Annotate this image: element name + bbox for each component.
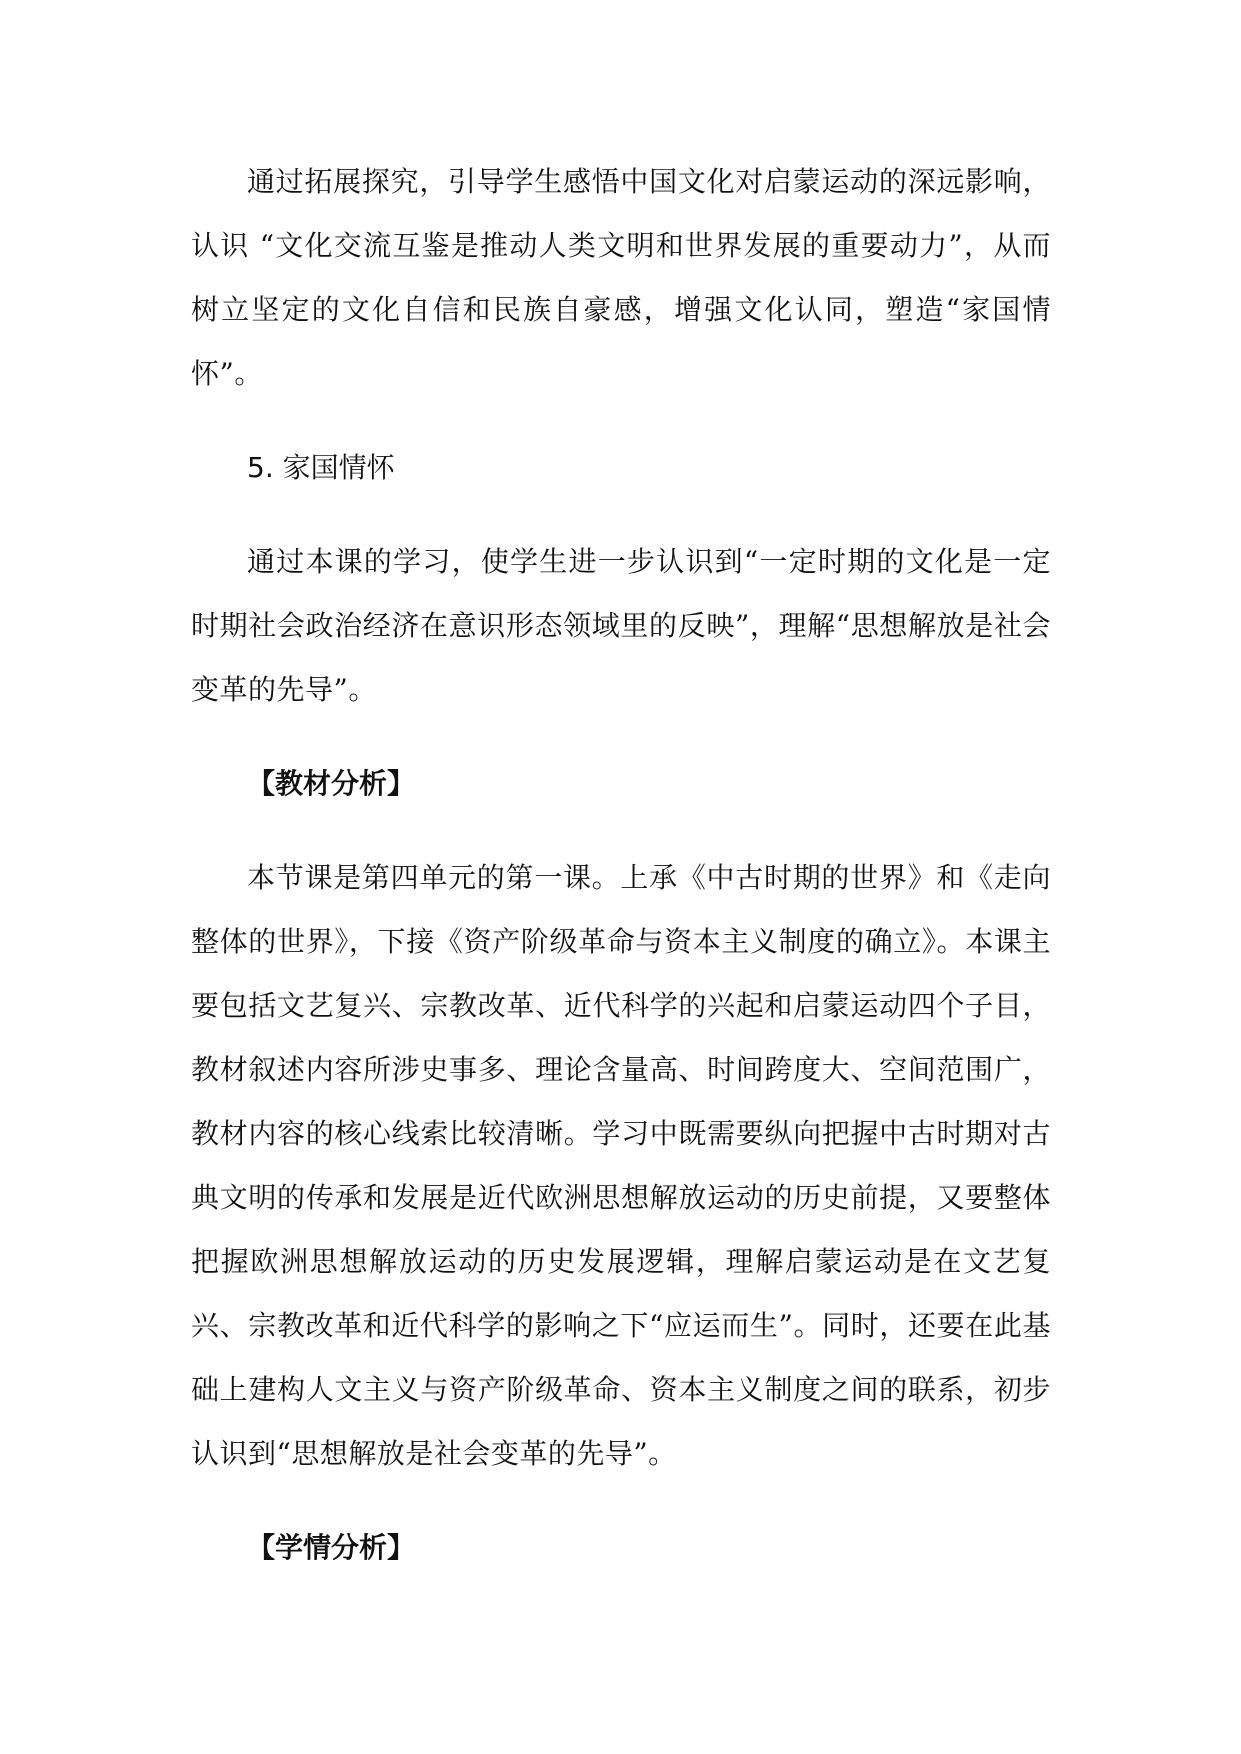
document-body [191, 150, 1051, 1580]
spacer [191, 1486, 1051, 1516]
spacer [191, 816, 1051, 846]
paragraph-learning-goal: 通过本课的学习，使学生进一步认识到“一定时期的文化是一定时期社会政治经济在意识形态领域里的反映”，理解“思想解放是社会变革的先导”。 [191, 545, 1051, 706]
paragraph-materials-analysis: 本节课是第四单元的第一课。上承《中古时期的世界》和《走向整体的世界》，下接《资产阶级革命与资本主义制度的确立》。本课主要包括文艺复兴、宗教改革、近代科学的兴起和启蒙运动四个子目，教材叙述内容所涉史事多、理论含量高、时间跨度大、空间范围广，教材内容的核心线索比较清晰。学习中既需要纵向把握中古时期对古典文明的传承和发展是近代欧洲思想解放运动的历史前提，又要整体把握欧洲思想解放运动的历史发展逻辑，理解启蒙运动是在文艺复兴、宗教改革和近代科学的影响之下“应运而生”。同时，还要在此基础上建构人文主义与资产阶级革命、资本主义制度之间的联系，初步认识到“思想解放是社会变革的先导”。 [191, 861, 1051, 1470]
section-heading-materials-analysis: 【教材分析】 [247, 767, 416, 800]
section-heading-patriotism: 5. 家国情怀 [247, 451, 395, 484]
spacer [191, 722, 1051, 752]
spacer [191, 500, 1051, 530]
spacer [191, 406, 1051, 436]
section-heading-student-analysis: 【学情分析】 [247, 1531, 416, 1564]
paragraph-cultural-influence: 通过拓展探究，引导学生感悟中国文化对启蒙运动的深远影响，认识 “文化交流互鉴是推动人类文明和世界发展的重要动力”，从而树立坚定的文化自信和民族自豪感，增强文化认同，塑造“家国情怀”。 [191, 165, 1051, 390]
